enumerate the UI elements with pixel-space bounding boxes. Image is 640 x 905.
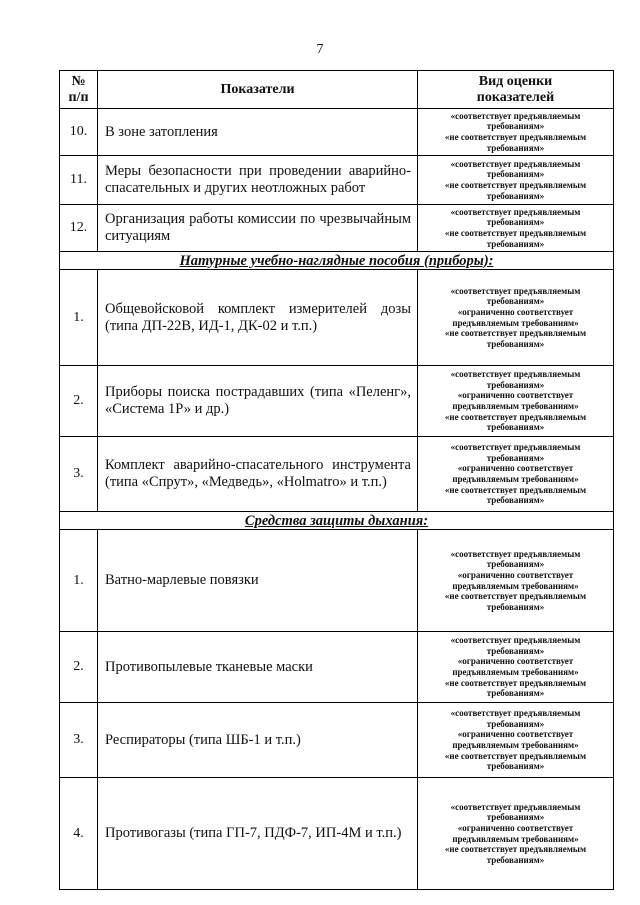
evaluation-line: «не соответствует предъявляемым xyxy=(444,180,587,190)
table-header-row xyxy=(60,71,614,109)
row-number: 12. xyxy=(60,205,98,252)
evaluation-line: требованиям» xyxy=(486,190,545,201)
row-number: 10. xyxy=(60,109,98,156)
page-number: 7 xyxy=(316,42,324,57)
row-evaluation xyxy=(418,109,614,156)
evaluation-line: требованиям» xyxy=(486,379,545,390)
evaluation-line: «не соответствует предъявляемым xyxy=(444,844,587,855)
row-evaluation xyxy=(418,205,614,252)
evaluation-line: предъявляемым требованиям» xyxy=(452,474,579,484)
table-row xyxy=(60,703,614,778)
section-title: Натурные учебно-наглядные пособия (приборы): xyxy=(60,252,614,270)
row-evaluation xyxy=(418,156,614,205)
row-evaluation xyxy=(418,632,614,703)
evaluation-line: «соответствует предъявляемым xyxy=(450,158,581,169)
evaluation-line: «соответствует предъявляемым xyxy=(450,548,581,559)
section-row xyxy=(60,512,614,530)
row-number: 2. xyxy=(60,632,98,703)
evaluation-line: «соответствует предъявляемым xyxy=(450,708,581,719)
row-number: 4. xyxy=(60,778,98,890)
row-number: 3. xyxy=(60,437,98,512)
table-row xyxy=(60,530,614,632)
evaluation-line: требованиям» xyxy=(486,452,545,463)
evaluation-line: «ограниченно соответствует xyxy=(457,569,574,580)
evaluation-line: требованиям» xyxy=(486,761,545,772)
indicators-table xyxy=(59,70,614,890)
evaluation-line: «соответствует предъявляемым xyxy=(450,285,581,296)
table-row xyxy=(60,437,614,512)
row-indicator: Противопылевые тканевые маски xyxy=(98,632,418,703)
evaluation-line: «соответствует предъявляемым xyxy=(450,110,581,121)
evaluation-line: предъявляемым требованиям» xyxy=(452,317,579,328)
header-evaluation-line: показателей xyxy=(476,89,555,105)
evaluation-line: «не соответствует предъявляемым xyxy=(444,132,587,142)
evaluation-line: требованиям» xyxy=(486,238,545,249)
row-evaluation xyxy=(418,366,614,437)
header-evaluation-line: Вид оценки xyxy=(478,73,553,89)
evaluation-line: «соответствует предъявляемым xyxy=(450,369,581,380)
row-indicator: Приборы поиска пострадавших (типа «Пеленг», «Система 1Р» и др.) xyxy=(98,366,418,437)
row-number: 2. xyxy=(60,366,98,437)
row-number: 3. xyxy=(60,703,98,778)
section-title: Средства защиты дыхания: xyxy=(60,512,614,530)
row-evaluation xyxy=(418,703,614,778)
row-indicator: Комплект аварийно-спасательного инструмента (типа «Спрут», «Медведь», «Holmatro» и т.п.) xyxy=(98,437,418,512)
evaluation-line: требованиям» xyxy=(486,718,545,729)
row-number: 1. xyxy=(60,270,98,366)
evaluation-line: требованиям» xyxy=(486,688,545,699)
header-number-line: п/п xyxy=(68,89,89,105)
evaluation-line: «ограниченно соответствует xyxy=(457,463,574,474)
row-indicator: В зоне затопления xyxy=(98,109,418,156)
table-row xyxy=(60,366,614,437)
row-evaluation xyxy=(418,437,614,512)
evaluation-line: «не соответствует предъявляемым xyxy=(444,750,587,761)
evaluation-line: «не соответствует предъявляемым xyxy=(444,228,587,238)
evaluation-line: требованиям» xyxy=(486,422,545,433)
evaluation-line: «соответствует предъявляемым xyxy=(450,442,581,453)
evaluation-line: требованиям» xyxy=(486,601,545,612)
evaluation-line: «не соответствует предъявляемым xyxy=(444,328,587,339)
evaluation-line: предъявляемым требованиям» xyxy=(452,740,579,750)
evaluation-line: требованиям» xyxy=(486,854,545,865)
table-row xyxy=(60,156,614,205)
row-indicator: Противогазы (типа ГП-7, ПДФ-7, ИП-4М и т.п.) xyxy=(98,778,418,890)
header-indicators: Показатели xyxy=(98,71,418,109)
evaluation-line: «не соответствует предъявляемым xyxy=(444,591,587,602)
row-indicator: Организация работы комиссии по чрезвычайным ситуациям xyxy=(98,205,418,252)
row-evaluation xyxy=(418,270,614,366)
section-row xyxy=(60,252,614,270)
evaluation-line: предъявляемым требованиям» xyxy=(452,580,579,591)
evaluation-line: требованиям» xyxy=(486,142,545,153)
header-number xyxy=(60,71,98,109)
evaluation-line: предъявляемым требованиям» xyxy=(452,401,579,411)
row-indicator: Респираторы (типа ШБ-1 и т.п.) xyxy=(98,703,418,778)
table-row xyxy=(60,778,614,890)
evaluation-line: требованиям» xyxy=(486,217,545,228)
row-number: 11. xyxy=(60,156,98,205)
table-row xyxy=(60,109,614,156)
evaluation-line: «соответствует предъявляемым xyxy=(450,635,581,646)
header-evaluation xyxy=(418,71,614,109)
table-row xyxy=(60,205,614,252)
evaluation-line: требованиям» xyxy=(486,296,545,307)
row-indicator: Общевойсковой комплект измерителей дозы (типа ДП-22В, ИД-1, ДК-02 и т.п.) xyxy=(98,270,418,366)
evaluation-line: требованиям» xyxy=(486,338,545,349)
evaluation-line: «ограниченно соответствует xyxy=(457,390,574,401)
evaluation-line: требованиям» xyxy=(486,812,545,823)
header-number-line: № xyxy=(71,73,86,89)
table-row xyxy=(60,270,614,366)
row-number: 1. xyxy=(60,530,98,632)
evaluation-line: «не соответствует предъявляемым xyxy=(444,677,587,688)
evaluation-line: «ограниченно соответствует xyxy=(457,822,574,833)
row-evaluation xyxy=(418,778,614,890)
evaluation-line: «ограниченно соответствует xyxy=(457,306,574,317)
evaluation-line: требованиям» xyxy=(486,645,545,656)
evaluation-line: «соответствует предъявляемым xyxy=(450,206,581,217)
evaluation-line: «ограниченно соответствует xyxy=(457,656,574,667)
evaluation-line: «ограниченно соответствует xyxy=(457,729,574,740)
evaluation-line: требованиям» xyxy=(486,495,545,506)
table-body xyxy=(60,109,614,890)
evaluation-line: «не соответствует предъявляемым xyxy=(444,484,587,495)
evaluation-line: «не соответствует предъявляемым xyxy=(444,411,587,422)
evaluation-line: «соответствует предъявляемым xyxy=(450,801,581,812)
evaluation-line: предъявляемым требованиям» xyxy=(452,667,579,677)
evaluation-line: предъявляемым требованиям» xyxy=(452,833,579,844)
row-evaluation xyxy=(418,530,614,632)
row-indicator: Ватно-марлевые повязки xyxy=(98,530,418,632)
evaluation-line: требованиям» xyxy=(486,169,545,180)
table-row xyxy=(60,632,614,703)
row-indicator: Меры безопасности при проведении аварийно-спасательных и других неотложных работ xyxy=(98,156,418,205)
evaluation-line: требованиям» xyxy=(486,559,545,570)
evaluation-line: требованиям» xyxy=(486,121,545,132)
